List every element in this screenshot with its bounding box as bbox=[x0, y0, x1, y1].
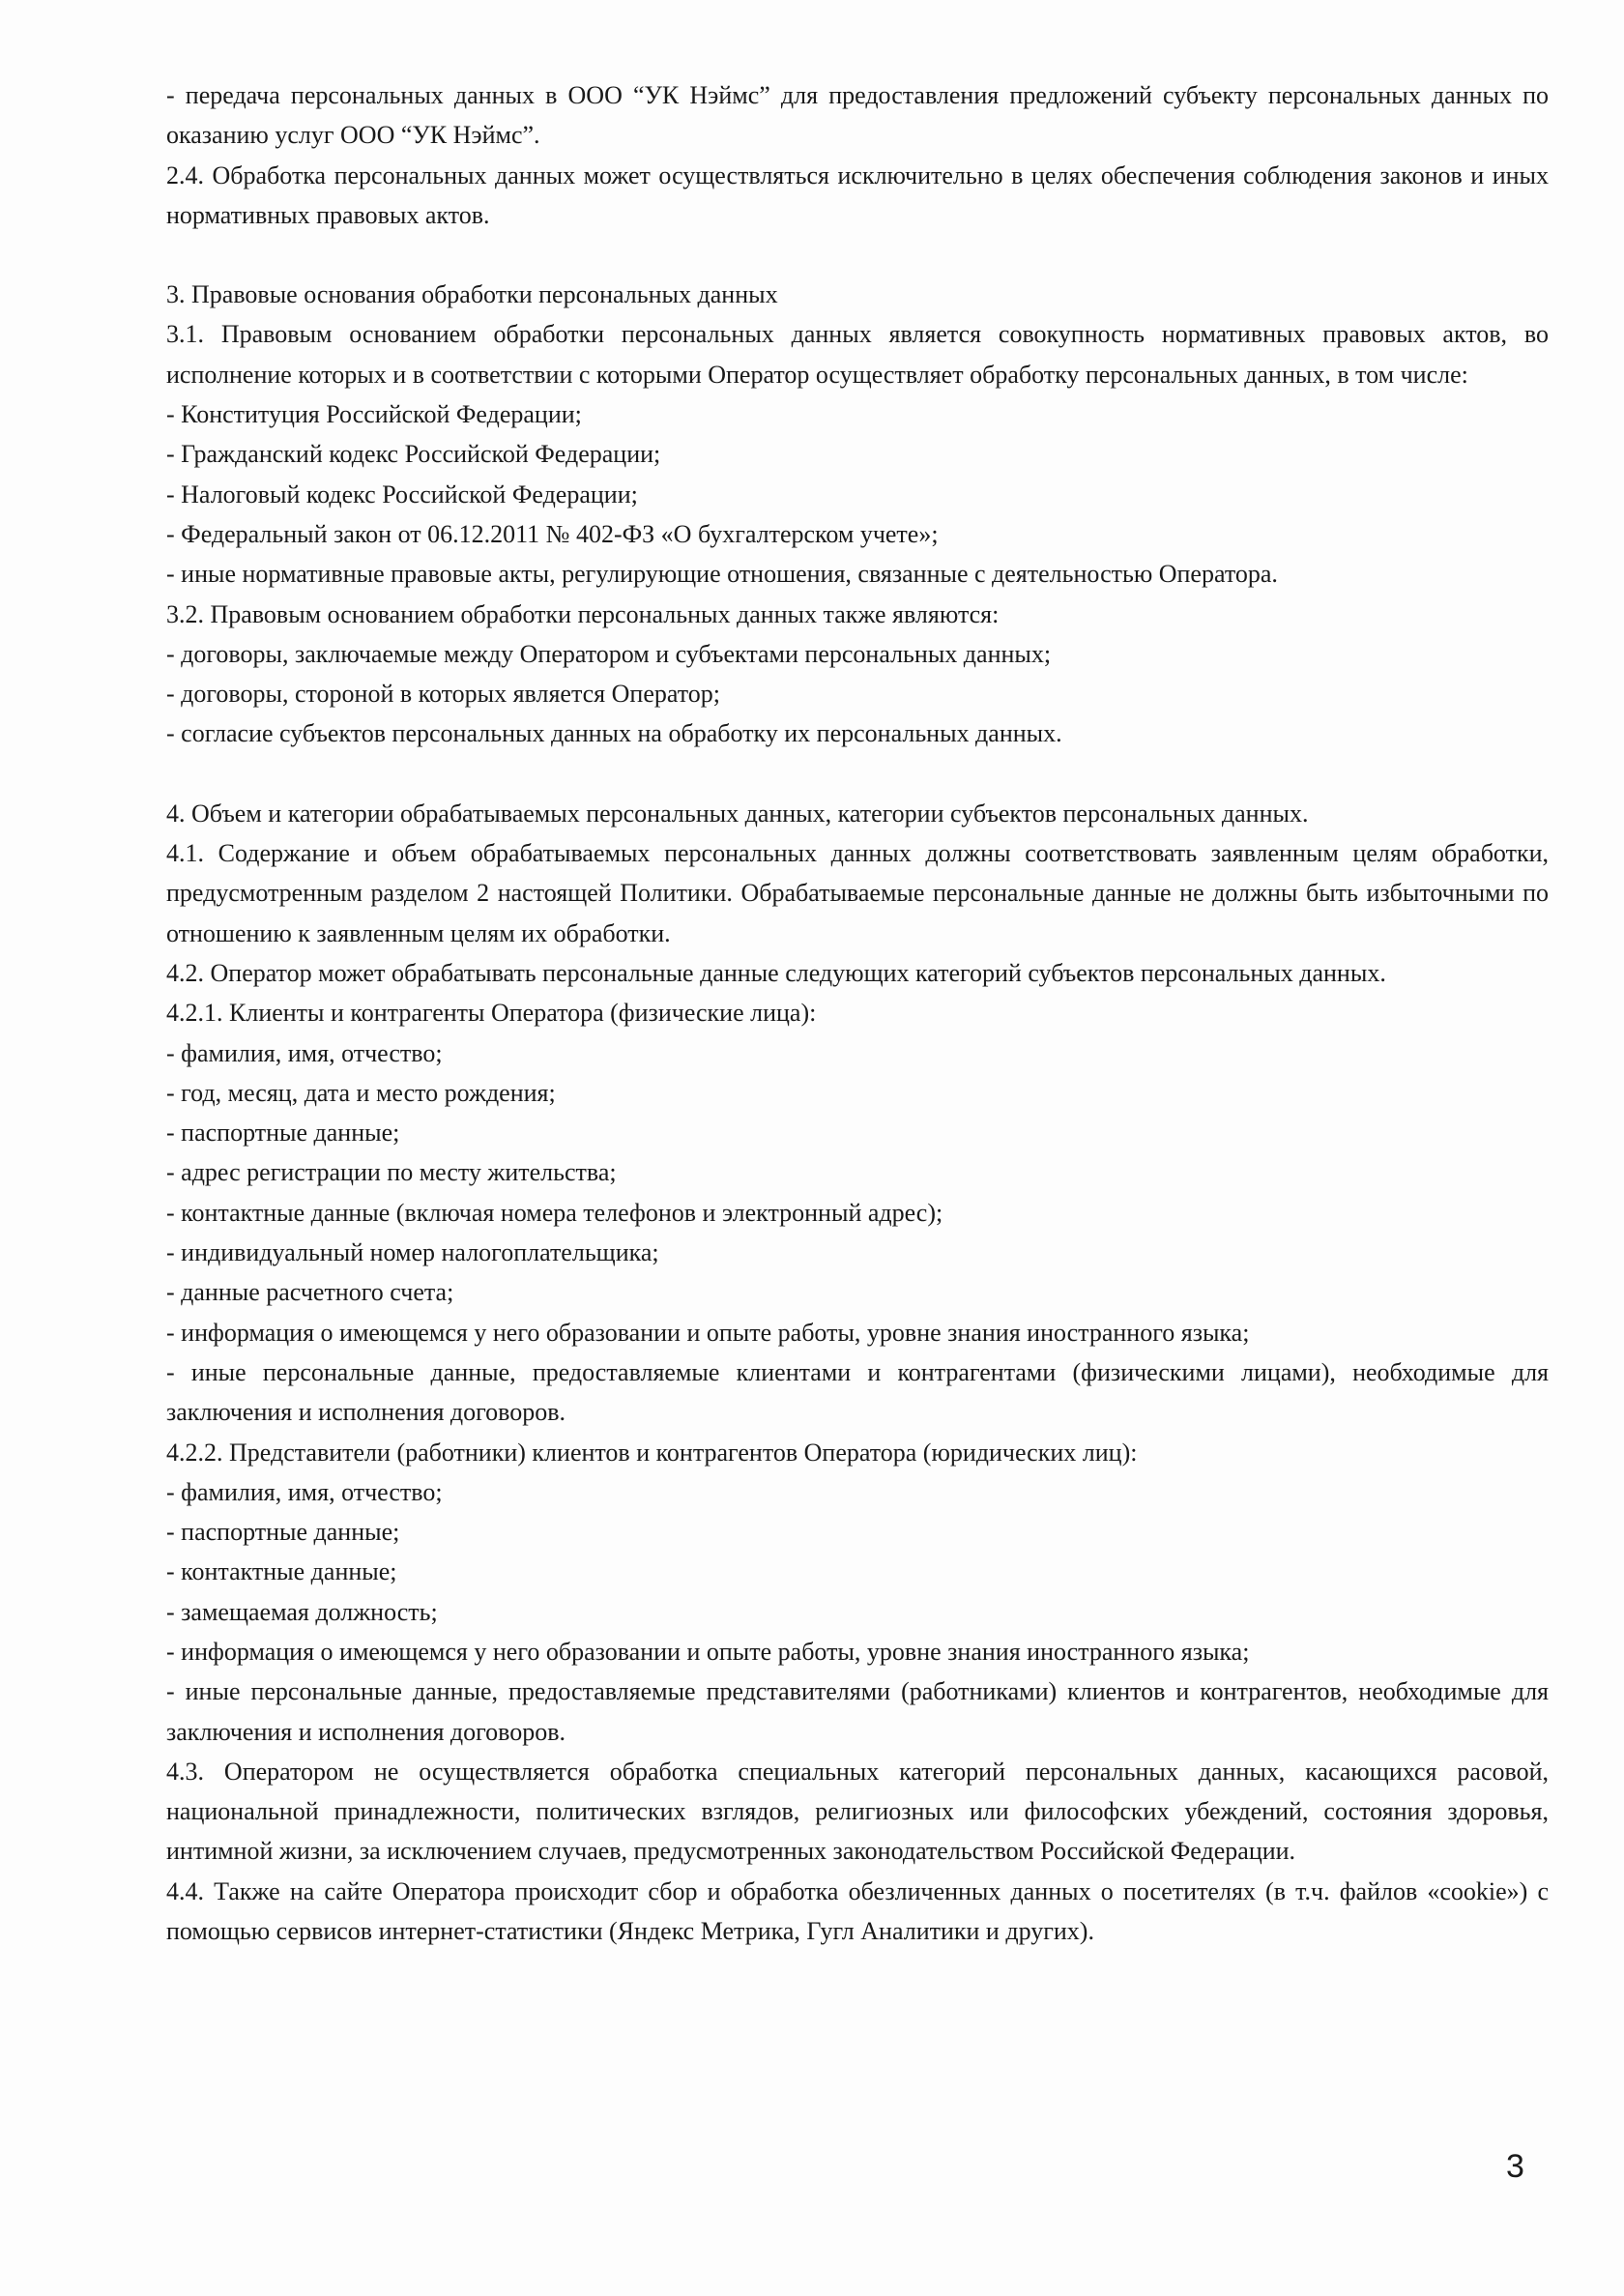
paragraph: - контактные данные (включая номера телефонов и электронный адрес); bbox=[166, 1198, 943, 1227]
paragraph: 4.2.1. Клиенты и контрагенты Оператора (физические лица): bbox=[166, 999, 817, 1028]
paragraph: - договоры, стороной в которых является Оператор; bbox=[166, 680, 720, 709]
paragraph: 4.2.2. Представители (работники) клиентов и контрагентов Оператора (юридических лиц): bbox=[166, 1438, 1138, 1467]
paragraph: 2.4. Обработка персональных данных может осуществляться исключительно в целях обеспечения соблюдения законов и иных нормативных правовых актов. bbox=[166, 160, 1549, 229]
paragraph: - иные нормативные правовые акты, регулирующие отношения, связанные с деятельностью Оператора. bbox=[166, 560, 1278, 589]
paragraph: - Гражданский кодекс Российской Федерации; bbox=[166, 440, 661, 469]
paragraph: - Федеральный закон от 06.12.2011 № 402-ФЗ «О бухгалтерском учете»; bbox=[166, 519, 939, 548]
paragraph: - иные персональные данные, предоставляемые представителями (работниками) клиентов и контрагентов, необходимые для заключения и исполнения договоров. bbox=[166, 1677, 1549, 1746]
paragraph: 4.3. Оператором не осуществляется обработка специальных категорий персональных данных, касающихся расовой, национальной принадлежности, политических взглядов, религиозных или философских убеждений, состояния здоровья, интимной жизни, за исключением случаев, предусмотренных законодательством Российской Федерации. bbox=[166, 1757, 1549, 1866]
paragraph: - адрес регистрации по месту жительства; bbox=[166, 1158, 617, 1187]
paragraph: 4.2. Оператор может обрабатывать персональные данные следующих категорий субъектов персональных данных. bbox=[166, 958, 1386, 987]
paragraph: - Налоговый кодекс Российской Федерации; bbox=[166, 480, 638, 509]
paragraph: 4.1. Содержание и объем обрабатываемых персональных данных должны соответствовать заявленным целям обработки, предусмотренным разделом 2 настоящей Политики. Обрабатываемые персональные данные не должны быть избыточными по отношению к заявленным целям их обработки. bbox=[166, 839, 1549, 947]
paragraph: 3. Правовые основания обработки персональных данных bbox=[166, 280, 778, 309]
document-body bbox=[166, 75, 1549, 1951]
paragraph: 3.2. Правовым основанием обработки персональных данных также являются: bbox=[166, 599, 1000, 628]
paragraph: - передача персональных данных в ООО “УК Нэймс” для предоставления предложений субъекту персональных данных по оказанию услуг ООО “УК Нэймс”. bbox=[166, 81, 1549, 150]
paragraph: - информация о имеющемся у него образовании и опыте работы, уровне знания иностранного языка; bbox=[166, 1318, 1250, 1347]
paragraph: - замещаемая должность; bbox=[166, 1597, 438, 1626]
paragraph: - год, месяц, дата и место рождения; bbox=[166, 1078, 556, 1107]
page-number: 3 bbox=[1506, 2148, 1524, 2185]
paragraph: - данные расчетного счета; bbox=[166, 1278, 454, 1307]
paragraph: - паспортные данные; bbox=[166, 1119, 400, 1148]
paragraph: - паспортные данные; bbox=[166, 1518, 400, 1547]
paragraph: - информация о имеющемся у него образовании и опыте работы, уровне знания иностранного языка; bbox=[166, 1637, 1250, 1666]
paragraph: - фамилия, имя, отчество; bbox=[166, 1038, 443, 1067]
paragraph: - Конституция Российской Федерации; bbox=[166, 400, 582, 429]
paragraph: - иные персональные данные, предоставляемые клиентами и контрагентами (физическими лицами), необходимые для заключения и исполнения договоров. bbox=[166, 1357, 1549, 1427]
paragraph: 4.4. Также на сайте Оператора происходит сбор и обработка обезличенных данных о посетителях (в т.ч. файлов «cookie») с помощью сервисов интернет-статистики (Яндекс Метрика, Гугл Аналитики и других). bbox=[166, 1876, 1549, 1946]
paragraph: - фамилия, имя, отчество; bbox=[166, 1477, 443, 1506]
paragraph: - контактные данные; bbox=[166, 1557, 397, 1586]
paragraph: 3.1. Правовым основанием обработки персональных данных является совокупность нормативных правовых актов, во исполнение которых и в соответствии с которыми Оператор осуществляет обработку персональных данных, в том числе: bbox=[166, 320, 1549, 389]
paragraph: 4. Объем и категории обрабатываемых персональных данных, категории субъектов персональных данных. bbox=[166, 799, 1309, 828]
paragraph: - согласие субъектов персональных данных на обработку их персональных данных. bbox=[166, 719, 1062, 748]
paragraph: - договоры, заключаемые между Оператором и субъектами персональных данных; bbox=[166, 639, 1052, 668]
paragraph: - индивидуальный номер налогоплательщика; bbox=[166, 1238, 659, 1267]
